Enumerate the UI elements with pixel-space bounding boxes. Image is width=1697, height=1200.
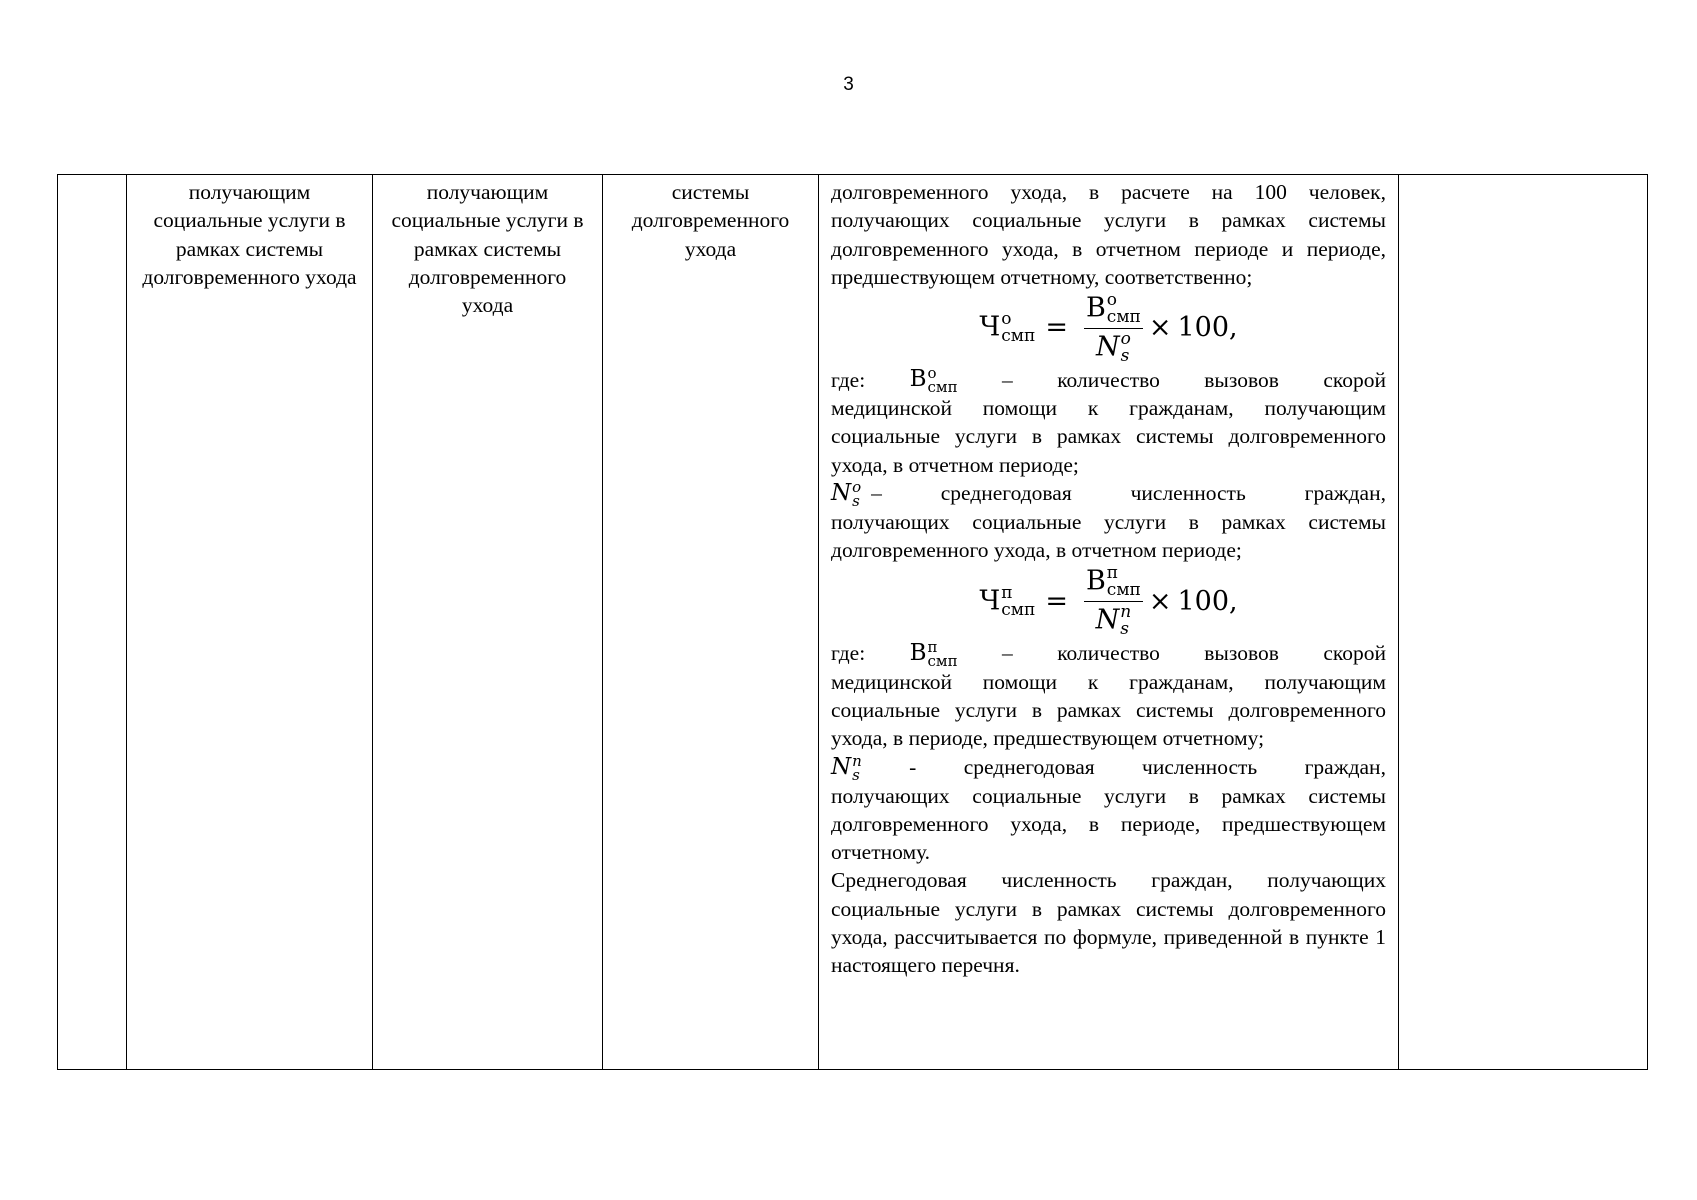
where-label: где: (831, 641, 866, 666)
table-row (58, 175, 1648, 1070)
word: среднегодовая (963, 754, 1095, 779)
fraction-numerator: В п смп (1085, 563, 1141, 601)
dash: – (1002, 367, 1013, 392)
variable-symbol: В п смп (909, 637, 958, 670)
cell-empty (1399, 175, 1648, 1070)
definition-line (831, 364, 1386, 397)
definition-text: медицинской помощи к гражданам, получающим социальные услуги в рамках системы долговременного ухода, в отчетном периоде; (831, 396, 1386, 477)
fraction-denominator: N п s (1095, 602, 1132, 640)
cell-text: получающим социальные услуги в рамках системы долговременного ухода (142, 180, 357, 289)
equals-sign: = (1045, 312, 1068, 344)
formula-reporting-period (831, 291, 1386, 365)
variable-symbol: N o s (831, 478, 862, 511)
dash: - (909, 754, 917, 779)
formula-fraction (1084, 289, 1143, 366)
times-sign: × (1148, 585, 1172, 617)
fraction-denominator: N о s (1095, 328, 1131, 366)
formula-factor: 100, (1177, 585, 1238, 617)
cell-system (603, 175, 819, 1070)
word: вызовов (1204, 641, 1279, 666)
formula-lhs: Ч п смп (979, 582, 1036, 620)
definition-text: медицинской помощи к гражданам, получающим социальные услуги в рамках системы долговременного ухода, в периоде, предшествующем отчетному; (831, 669, 1386, 751)
times-sign: × (1148, 312, 1172, 344)
where-label: где: (831, 367, 866, 392)
word: вызовов (1204, 367, 1279, 392)
definition-text: получающих социальные услуги в рамках системы долговременного ухода, в периоде, предшествующем отчетному. (831, 783, 1386, 865)
page-number: 3 (843, 74, 854, 95)
word: количество (1057, 367, 1160, 392)
cell-recipients-b (373, 175, 603, 1070)
variable-symbol: N п s (831, 751, 862, 784)
dash: – (871, 481, 882, 506)
definition-line (831, 639, 1386, 668)
cell-text: системы долговременного ухода (631, 180, 790, 261)
word: среднегодовая (940, 481, 1072, 506)
word: граждан, (1304, 481, 1386, 506)
formula-factor: 100, (1177, 312, 1238, 344)
definition-line (831, 478, 1386, 511)
definition-line (831, 753, 1386, 782)
word: численность (1142, 754, 1258, 779)
indicator-table (57, 174, 1648, 1070)
word: скорой (1323, 367, 1386, 392)
formula-previous-period (831, 565, 1386, 639)
fraction-numerator: В о смп (1085, 289, 1141, 327)
equals-sign: = (1045, 585, 1068, 617)
paragraph-intro: долговременного ухода, в расчете на 100 человек, получающих социальные услуги в рамках системы долговременного ухода, в отчетном периоде и периоде, предшествующем отчетному, соответственно; (831, 180, 1386, 289)
cell-calculation-method (819, 175, 1399, 1070)
word: численность (1130, 481, 1246, 506)
cell-text: получающим социальные услуги в рамках системы долговременного ухода (391, 180, 584, 318)
dash: – (1002, 641, 1013, 666)
formula-fraction (1084, 565, 1143, 638)
word: количество (1057, 641, 1160, 666)
paragraph-final: Среднегодовая численность граждан, получающих социальные услуги в рамках системы долговременного ухода, рассчитывается по формуле, приведенной в пункте 1 настоящего перечня. (831, 868, 1386, 978)
cell-number (58, 175, 127, 1070)
word: скорой (1323, 641, 1386, 666)
cell-recipients-a (127, 175, 373, 1070)
formula-lhs: Ч о смп (979, 309, 1036, 347)
definition-text: получающих социальные услуги в рамках системы долговременного ухода, в отчетном периоде; (831, 510, 1386, 563)
word: граждан, (1304, 754, 1386, 779)
variable-symbol: В о смп (909, 364, 958, 397)
